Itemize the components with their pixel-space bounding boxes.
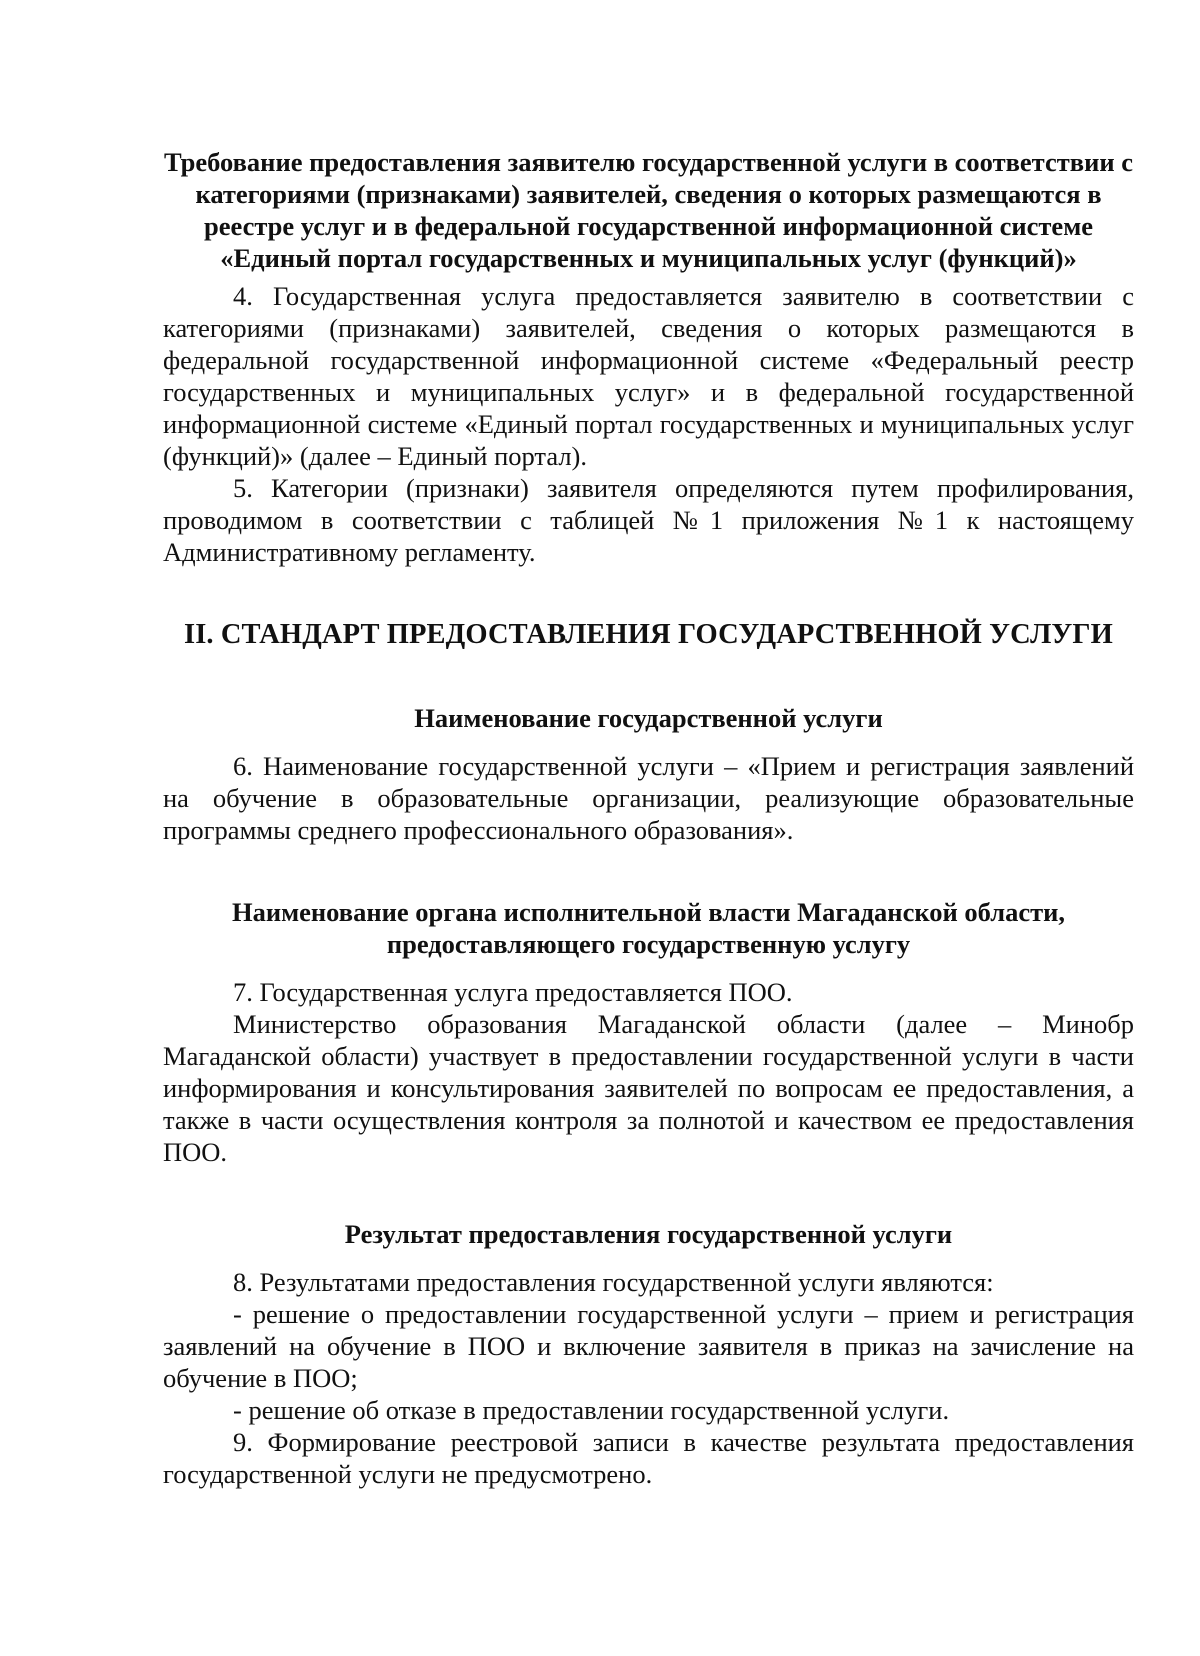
- document-page: [163, 146, 1134, 1490]
- paragraph-8-item-approve: - решение о предоставлении государственной услуги – прием и регистрация заявлений на обучение в ПОО и включение заявителя в приказ на зачисление на обучение в ПОО;: [163, 1299, 1134, 1393]
- paragraph-4: 4. Государственная услуга предоставляется заявителю в соответствии с категориями (признаками) заявителей, сведения о которых размещаются в федеральной государственной информационной системе «Федеральный реестр государственных и муниципальных услуг» и в федеральной государственной информационной системе «Единый портал государственных и муниципальных услуг (функций)» (далее – Единый портал).: [163, 281, 1134, 471]
- requirement-heading: Требование предоставления заявителю государственной услуги в соответствии с категориями (признаками) заявителей, сведения о которых размещаются в реестре услуг и в федеральной государственной информационной системе «Единый портал государственных и муниципальных услуг (функций)»: [163, 147, 1134, 273]
- result-heading: Результат предоставления государственной услуги: [344, 1219, 953, 1249]
- authority-heading: Наименование органа исполнительной власти Магаданской области, предоставляющего государственную услугу: [231, 897, 1066, 959]
- paragraph-8: 8. Результатами предоставления государственной услуги являются:: [233, 1267, 994, 1297]
- paragraph-9: 9. Формирование реестровой записи в качестве результата предоставления государственной услуги не предусмотрено.: [163, 1427, 1134, 1489]
- section-2-title: II. СТАНДАРТ ПРЕДОСТАВЛЕНИЯ ГОСУДАРСТВЕННОЙ УСЛУГИ: [184, 619, 1113, 650]
- paragraph-8-item-refuse: - решение об отказе в предоставлении государственной услуги.: [233, 1395, 950, 1425]
- paragraph-5: 5. Категории (признаки) заявителя определяются путем профилирования, проводимом в соответствии с таблицей №1 приложения №1 к настоящему Административному регламенту.: [163, 473, 1134, 567]
- paragraph-7-ministry: Министерство образования Магаданской области (далее – Минобр Магаданской области) участвует в предоставлении государственной услуги в части информирования и консультирования заявителей по вопросам ее предоставления, а также в части осуществления контроля за полнотой и качеством ее предоставления ПОО.: [163, 1009, 1134, 1167]
- paragraph-7: 7. Государственная услуга предоставляется ПОО.: [233, 977, 793, 1007]
- paragraph-6: 6. Наименование государственной услуги – «Прием и регистрация заявлений на обучение в образовательные организации, реализующие образовательные программы среднего профессионального образования».: [163, 751, 1134, 845]
- service-name-heading: Наименование государственной услуги: [414, 703, 883, 733]
